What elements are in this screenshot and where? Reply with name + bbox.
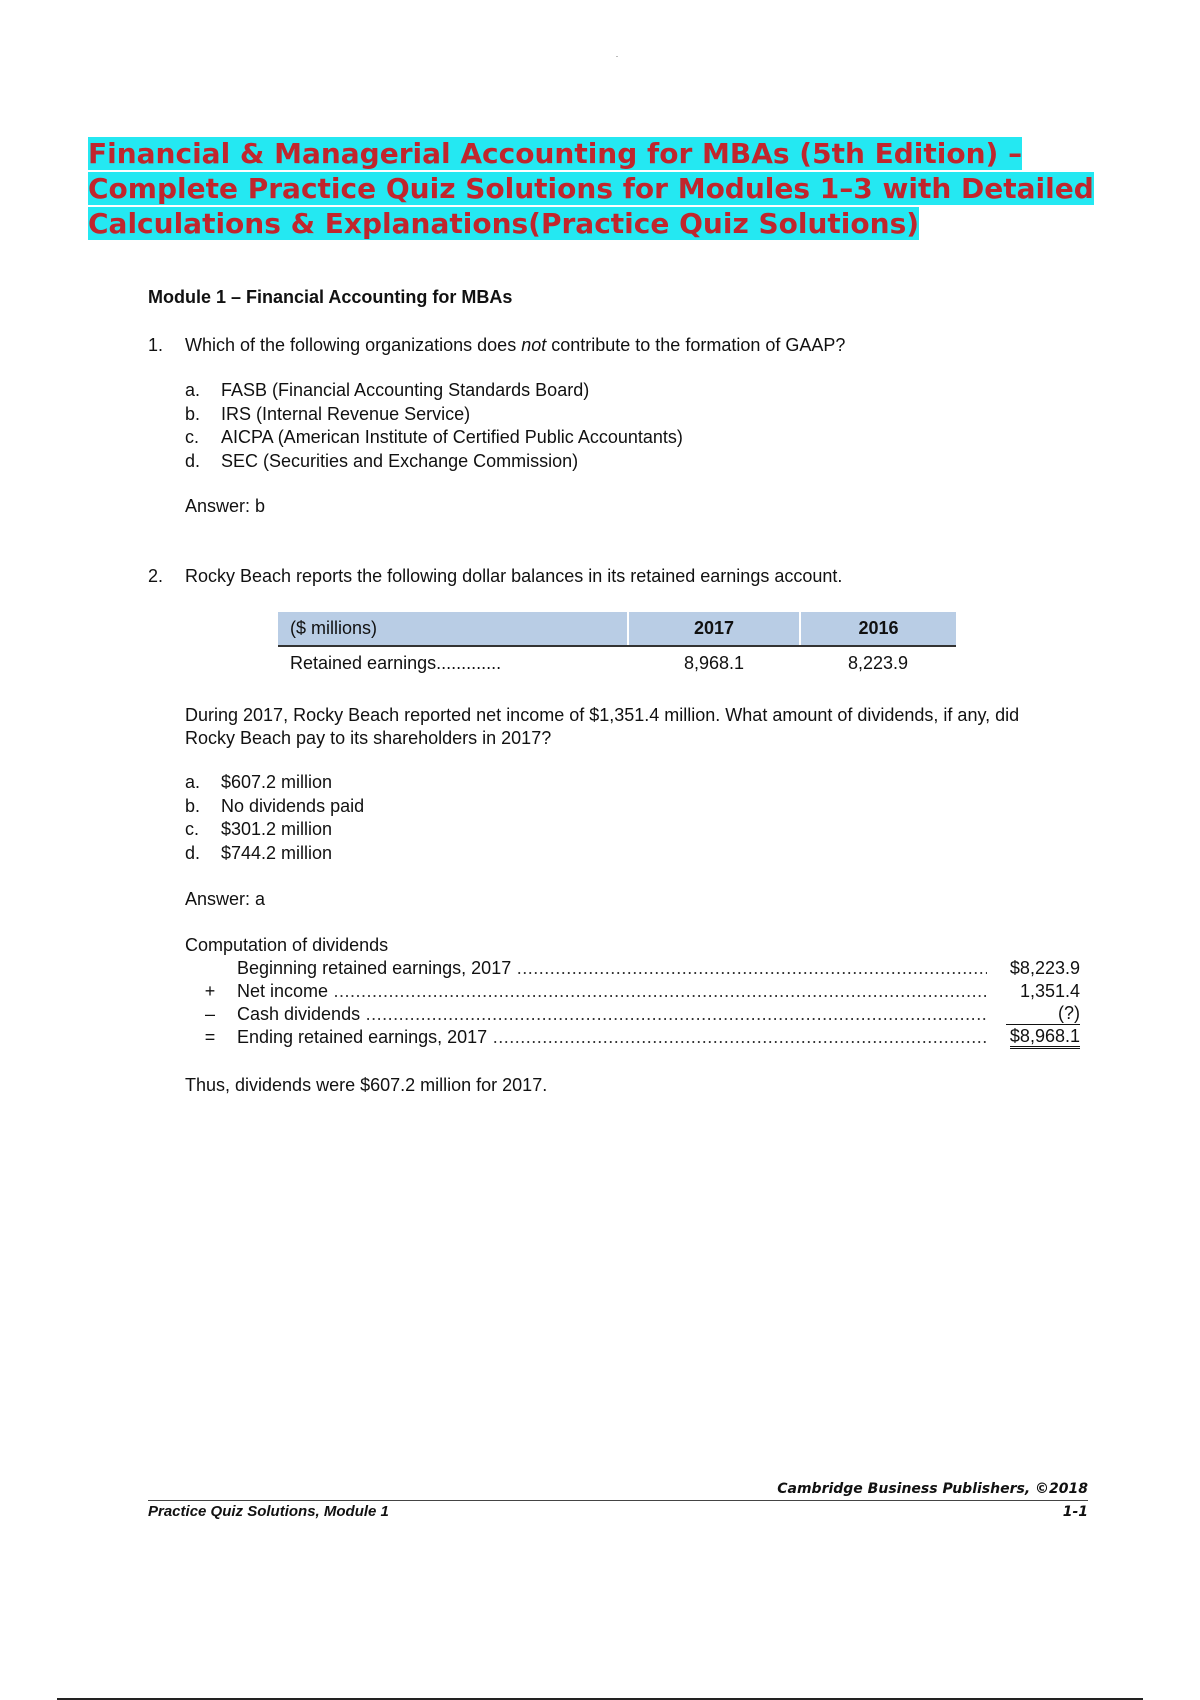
scan-speck	[616, 56, 618, 57]
table-cell: 8,968.1	[683, 652, 745, 673]
footer-publisher: Cambridge Business Publishers, ©2018	[777, 1481, 1088, 1497]
plus-sign: +	[204, 981, 216, 1001]
table-header-cell: ($ millions)	[278, 612, 628, 646]
computation-row	[185, 957, 1080, 980]
table-cell: Retained earnings.............	[290, 652, 502, 673]
computation-label: Beginning retained earnings, 2017 .....	[237, 957, 987, 980]
question-2-conclusion: Thus, dividends were $607.2 million for 2017.	[185, 1075, 548, 1095]
computation-amount: (?)	[1006, 1003, 1080, 1025]
computation-title: Computation of dividends	[185, 935, 389, 955]
document-title: Financial & Managerial Accounting for MBAs (5th Edition) – Complete Practice Quiz Solutions for Modules 1–3 with Detailed Calculations & Explanations(Practice Quiz Solutions)	[88, 137, 1094, 240]
question-2-options	[185, 771, 364, 865]
option-item: d. SEC (Securities and Exchange Commission)	[185, 450, 579, 471]
question-text: Rocky Beach reports the following dollar balances in its retained earnings account.	[185, 566, 843, 586]
equals-sign: =	[204, 1027, 216, 1047]
option-item: c. $301.2 million	[185, 819, 333, 839]
question-1-answer: Answer: b	[185, 496, 266, 516]
option-item: a. $607.2 million	[185, 772, 333, 792]
option-item: c. AICPA (American Institute of Certified Public Accountants)	[185, 427, 683, 447]
option-item: d. $744.2 million	[185, 842, 333, 863]
option-item: b. No dividends paid	[185, 795, 365, 816]
question-2-paragraph: During 2017, Rocky Beach reported net income of $1,351.4 million. What amount of dividends, if any, did Rocky Beach pay to its shareholders in 2017?	[185, 705, 1020, 748]
question-text: Which of the following organizations does not contribute to the formation of GAAP?	[185, 335, 846, 355]
option-item: b. IRS (Internal Revenue Service)	[185, 403, 471, 424]
retained-earnings-table	[278, 612, 956, 679]
table-header-row	[278, 612, 956, 646]
computation-label: Cash dividends .....	[237, 1003, 987, 1026]
computation-row	[185, 980, 1080, 1003]
table-header-cell: 2017	[628, 612, 800, 646]
computation-label: Ending retained earnings, 2017 .....	[237, 1026, 987, 1049]
question-1-options	[185, 379, 683, 473]
question-number: 1.	[148, 335, 164, 355]
footer-page-label: Practice Quiz Solutions, Module 1	[148, 1503, 389, 1520]
footer-divider	[148, 1500, 1088, 1501]
footer-page-number: 1-1	[1062, 1504, 1088, 1520]
option-item: a. FASB (Financial Accounting Standards Board)	[185, 380, 590, 400]
table-row	[278, 646, 956, 679]
table-cell: 8,223.9	[847, 652, 909, 673]
computation-row	[185, 1026, 1080, 1049]
computation-amount: $8,968.1	[1010, 1026, 1080, 1049]
computation-row	[185, 1003, 1080, 1026]
minus-sign: –	[204, 1004, 215, 1024]
module-heading: Module 1 – Financial Accounting for MBAs	[148, 287, 513, 307]
computation-amount: $8,223.9	[1009, 958, 1080, 978]
question-number: 2.	[148, 566, 164, 586]
computation-amount: 1,351.4	[1019, 981, 1080, 1001]
question-2-answer: Answer: a	[185, 889, 266, 909]
dividends-computation	[185, 934, 1080, 1049]
computation-label: Net income .....	[237, 980, 987, 1003]
table-header-cell: 2016	[800, 612, 956, 646]
